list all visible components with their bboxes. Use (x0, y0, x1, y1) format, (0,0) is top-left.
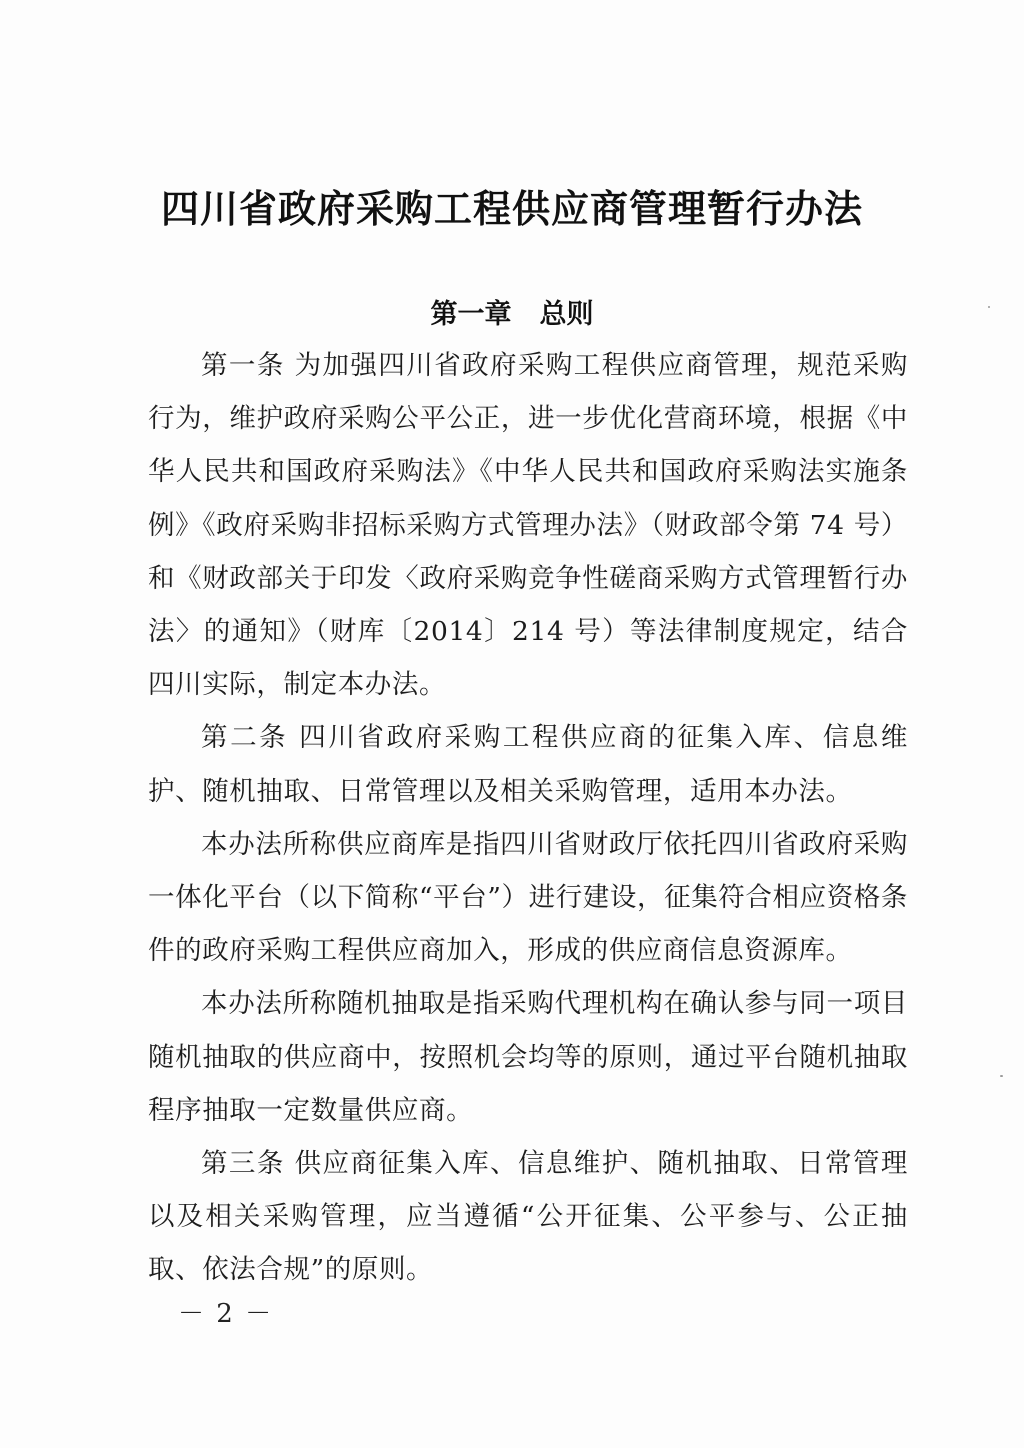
chapter-heading (0, 292, 1024, 331)
random-selection-definition-paragraph: 本办法所称随机抽取是指采购代理机构在确认参与同一项目随机抽取的供应商中，按照机会均等的原则，通过平台随机抽取程序抽取一定数量供应商。 (148, 988, 908, 1126)
scan-speck (1000, 1075, 1003, 1077)
supplier-library-definition-paragraph: 本办法所称供应商库是指四川省财政厅依托四川省政府采购一体化平台（以下简称“平台”）进行建设，征集符合相应资格条件的政府采购工程供应商加入，形成的供应商信息资源库。 (148, 828, 908, 967)
article-2-paragraph: 第二条 四川省政府采购工程供应商的征集入库、信息维护、随机抽取、日常管理以及相关采购管理，适用本办法。 (148, 722, 908, 807)
article-3-paragraph: 第三条 供应商征集入库、信息维护、随机抽取、日常管理以及相关采购管理，应当遵循“公开征集、公平参与、公正抽取、依法合规”的原则。 (148, 1148, 908, 1286)
body-text (148, 339, 908, 1297)
chapter-number: 第一章 (430, 299, 512, 330)
article-1-paragraph: 第一条 为加强四川省政府采购工程供应商管理，规范采购行为，维护政府采购公平公正，进一步优化营商环境，根据《中华人民共和国政府采购法》《中华人民共和国政府采购法实施条例》《政府采购非招标采购方式管理办法》（财政部令第 74 号）和《财政部关于印发〈政府采购竞争性磋商采购方式管理暂行办法〉的通知》（财库〔2014〕214 号）等法律制度规定，结合四川实际，制定本办法。 (148, 350, 908, 701)
document-title: 四川省政府采购工程供应商管理暂行办法 (160, 187, 863, 231)
chapter-name: 总则 (539, 299, 594, 330)
scan-speck (988, 306, 990, 308)
page-number: － 2 － (178, 1299, 274, 1329)
